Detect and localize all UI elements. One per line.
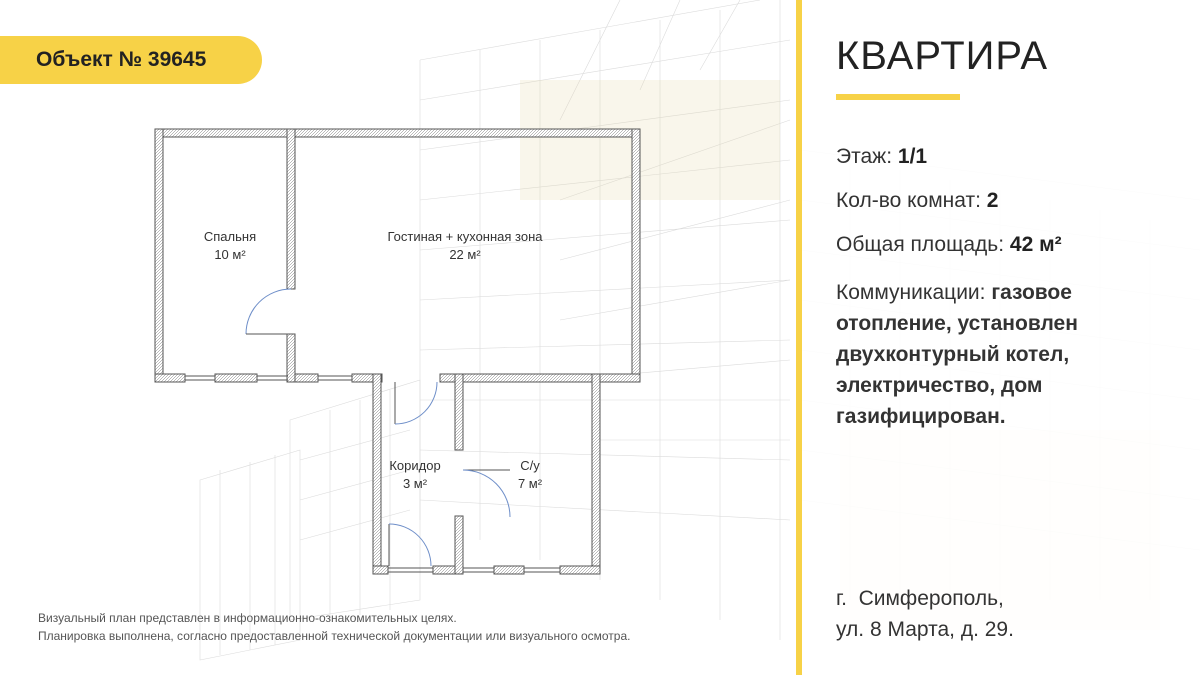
floor-label: Этаж: (836, 145, 893, 168)
walls (155, 129, 640, 574)
address-city: г. Симферополь, (836, 587, 1004, 610)
communications-label: Коммуникации: (836, 281, 986, 304)
room-name: Коридор (389, 458, 441, 473)
communications-info (836, 277, 1176, 432)
rooms-value: 2 (986, 189, 999, 212)
property-type-title: КВАРТИРА (836, 34, 1049, 78)
room-area: 7 м² (517, 476, 543, 491)
disclaimer-line: Планировка выполнена, согласно предоставленной технической документации или визуального осмотра. (38, 629, 631, 643)
disclaimer-line: Визуальный план представлен в информационно-ознакомительных целях. (38, 611, 457, 625)
area-value: 42 м² (1009, 233, 1062, 256)
floor-info (836, 145, 927, 169)
accent-divider (796, 0, 802, 675)
floor-value: 1/1 (897, 145, 928, 168)
room-name: Спальня (203, 229, 257, 244)
room-name: Гостиная + кухонная зона (387, 229, 543, 244)
communications-value: газовое отопление, установлен двухконтурный котел, электричество, дом газифицирован. (836, 281, 1078, 428)
room-bathroom (490, 457, 570, 493)
object-number-label: Объект № 39645 (36, 48, 207, 71)
room-area: 10 м² (214, 247, 246, 262)
rooms-info (836, 189, 998, 213)
room-area: 22 м² (449, 247, 481, 262)
room-living-kitchen (340, 228, 590, 264)
rooms-label: Кол-во комнат: (836, 189, 981, 212)
room-corridor (375, 457, 455, 493)
room-name: С/у (520, 458, 540, 473)
title-underline (836, 94, 960, 100)
room-area: 3 м² (402, 476, 428, 491)
area-info (836, 233, 1062, 257)
address-street: ул. 8 Марта, д. 29. (836, 618, 1014, 641)
room-bedroom (180, 228, 280, 264)
address (836, 583, 1014, 645)
area-label: Общая площадь: (836, 233, 1005, 256)
disclaimer (38, 609, 630, 645)
